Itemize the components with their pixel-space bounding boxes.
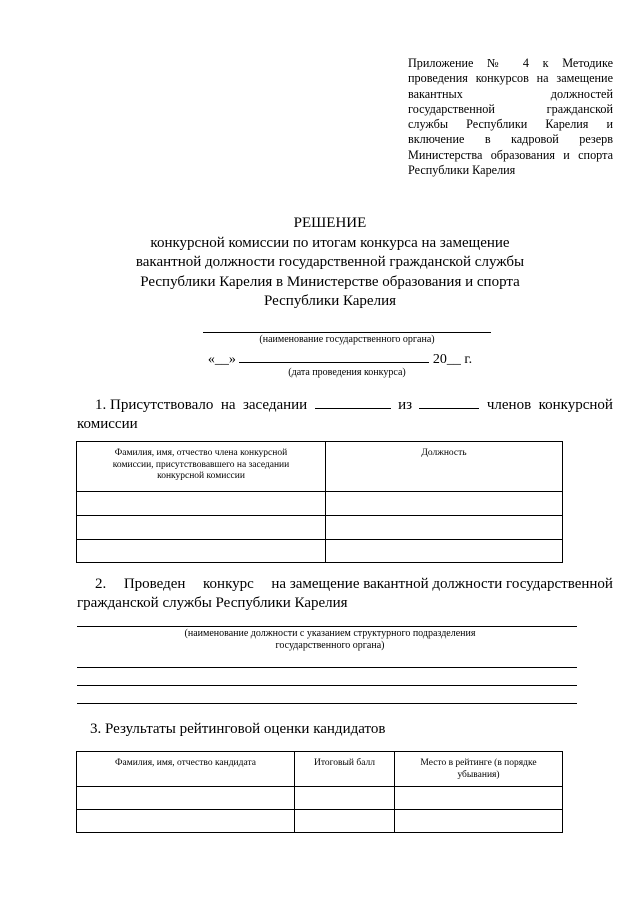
document-title bbox=[120, 214, 540, 312]
section2-line2: гражданской службы Республики Карелия bbox=[77, 595, 348, 611]
section2-word: Проведен bbox=[123, 576, 186, 592]
section1-word: членов bbox=[486, 397, 532, 413]
section1-word: на bbox=[220, 397, 236, 413]
table-cell[interactable] bbox=[295, 810, 395, 833]
section1-word: заседании bbox=[242, 397, 308, 413]
column-header-position: Должность bbox=[326, 442, 563, 492]
table-header-row bbox=[77, 752, 563, 787]
date-year-prefix: 20 bbox=[432, 352, 447, 367]
section2-paragraph bbox=[77, 575, 613, 613]
title-line: Республики Карелия в Министерстве образования и спорта bbox=[140, 273, 520, 290]
table-header-row bbox=[77, 442, 563, 492]
column-header-total-score: Итоговый балл bbox=[295, 752, 395, 787]
candidate-rating-table bbox=[76, 751, 563, 833]
appendix-line: службы Республики Карелия и bbox=[408, 117, 613, 132]
section1-word: из bbox=[398, 397, 413, 413]
section1-word: конкурсной bbox=[538, 397, 613, 413]
appendix-line: проведения конкурсов на замещение bbox=[408, 71, 613, 86]
column-header-rating-place: Место в рейтинге (в порядке убывания) bbox=[395, 752, 563, 787]
table-row bbox=[77, 492, 563, 516]
table-row bbox=[77, 787, 563, 810]
agency-name-line bbox=[203, 332, 491, 333]
appendix-line: включение в кадровой резерв bbox=[408, 132, 613, 147]
appendix-line: Республики Карелия bbox=[408, 163, 516, 178]
position-name-line bbox=[77, 626, 577, 627]
title-line: конкурсной комиссии по итогам конкурса на замещение bbox=[150, 234, 510, 251]
table-cell[interactable] bbox=[295, 787, 395, 810]
appendix-note bbox=[408, 56, 613, 178]
commission-members-table bbox=[76, 441, 563, 563]
appendix-line: Министерства образования и спорта bbox=[408, 147, 613, 162]
table-cell[interactable] bbox=[77, 787, 295, 810]
section2-number: 2. bbox=[95, 576, 107, 592]
attendees-count-blank bbox=[315, 396, 391, 409]
title-line: Республики Карелия bbox=[263, 293, 397, 309]
section2-word: конкурс bbox=[203, 576, 254, 592]
date-year-blank: __ bbox=[446, 352, 461, 367]
table-cell[interactable] bbox=[326, 540, 563, 563]
date-open-quote: « bbox=[207, 352, 215, 367]
table-cell[interactable] bbox=[77, 492, 326, 516]
table-cell[interactable] bbox=[77, 540, 326, 563]
section1-paragraph bbox=[77, 396, 613, 434]
date-line bbox=[190, 350, 490, 368]
appendix-line: Приложение № 4 к Методике bbox=[408, 56, 613, 70]
position-caption: (наименование должности с указанием структурного подразделения государственного органа) bbox=[184, 628, 476, 651]
date-day-blank: __ bbox=[214, 352, 229, 367]
table-cell[interactable] bbox=[326, 516, 563, 540]
table-cell[interactable] bbox=[77, 810, 295, 833]
agency-caption: (наименование государственного органа) bbox=[259, 334, 435, 345]
section1-line2: комиссии bbox=[77, 416, 138, 432]
table-row bbox=[77, 810, 563, 833]
title-heading: РЕШЕНИЕ bbox=[293, 215, 367, 231]
table-row bbox=[77, 540, 563, 563]
appendix-line: государственной гражданской bbox=[408, 101, 613, 116]
date-year-suffix: г. bbox=[464, 352, 473, 367]
members-count-blank bbox=[419, 396, 479, 409]
date-close-quote: » bbox=[228, 352, 236, 367]
section1-word: Присутствовало bbox=[110, 397, 214, 413]
column-header-member-name: Фамилия, имя, отчество члена конкурсной комиссии, присутствовавшего на заседании конкурсной комиссии bbox=[77, 442, 326, 492]
table-cell[interactable] bbox=[77, 516, 326, 540]
title-line: вакантной должности государственной гражданской службы bbox=[135, 254, 525, 270]
section3-heading: 3. Результаты рейтинговой оценки кандидатов bbox=[90, 721, 386, 737]
position-extra-line bbox=[77, 703, 577, 704]
table-row bbox=[77, 516, 563, 540]
position-extra-line bbox=[77, 685, 577, 686]
section1-number: 1. bbox=[95, 397, 107, 413]
appendix-line: вакантных должностей bbox=[408, 86, 613, 101]
table-cell[interactable] bbox=[395, 810, 563, 833]
section2-word: на замещение вакантной должности государственной bbox=[271, 576, 613, 592]
table-cell[interactable] bbox=[326, 492, 563, 516]
date-caption: (дата проведения конкурса) bbox=[288, 367, 406, 378]
position-extra-line bbox=[77, 667, 577, 668]
table-cell[interactable] bbox=[395, 787, 563, 810]
column-header-candidate-name: Фамилия, имя, отчество кандидата bbox=[77, 752, 295, 787]
date-month-blank bbox=[239, 350, 429, 363]
